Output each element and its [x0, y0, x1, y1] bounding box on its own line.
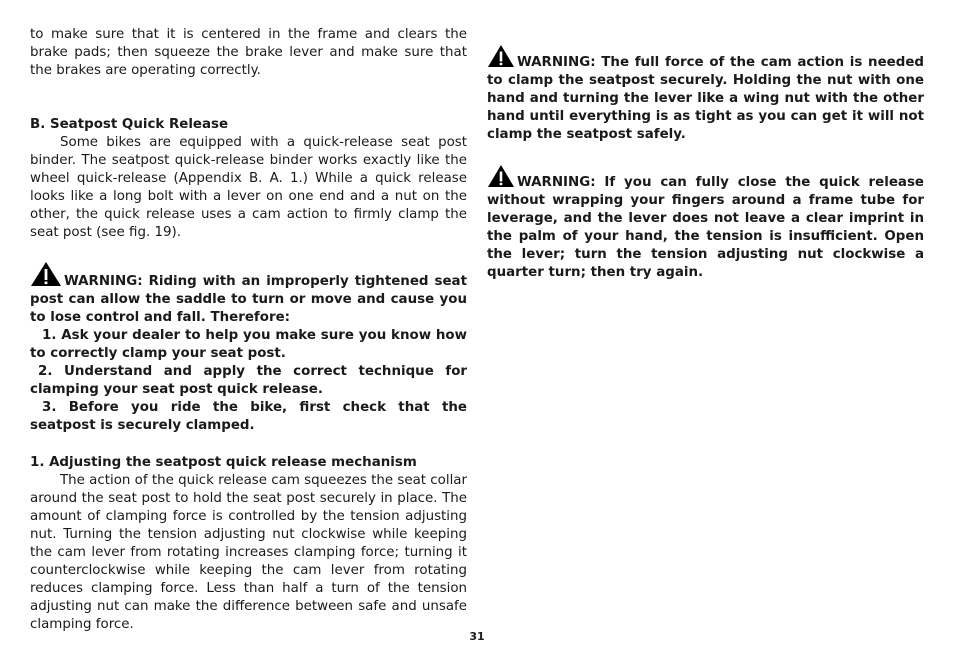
warning-3 [487, 164, 924, 282]
warning-1-item-1: 1. Ask your dealer to help you make sure you know how to correctly clamp your seat post. [30, 328, 467, 361]
warning-triangle-icon [487, 44, 515, 68]
subsection-heading: 1. Adjusting the seatpost quick release mechanism [30, 455, 417, 470]
warning-1-text: WARNING: Riding with an improperly tightened seat post can allow the saddle to turn or move and cause you to lose control and fall. Therefore: [30, 274, 467, 325]
warning-triangle-icon [30, 261, 62, 287]
warning-1-item-3: 3. Before you ride the bike, first check that the seatpost is securely clamped. [30, 400, 467, 433]
left-column [30, 26, 467, 634]
intro-paragraph: to make sure that it is centered in the frame and clears the brake pads; then squeeze the brake lever and make sure that the brakes are operating correctly. [30, 27, 467, 78]
warning-triangle-icon [487, 164, 515, 188]
warning-2-text: WARNING: The full force of the cam action is needed to clamp the seatpost securely. Holding the nut with one hand and turning the lever like a wing nut with the other hand until everything is as tight as you can get it will not clamp the seatpost safely. [487, 55, 924, 142]
right-column [487, 44, 924, 282]
warning-1 [30, 261, 467, 327]
section-b-heading: B. Seatpost Quick Release [30, 117, 229, 132]
warning-2 [487, 44, 924, 144]
section-b-body: Some bikes are equipped with a quick-release seat post binder. The seatpost quick-release binder works exactly like the wheel quick-release (Appendix B. A. 1.) While a quick release looks like a long bolt with a lever on one end and a nut on the other, the quick release uses a cam action to firmly clamp the seat post (see fig. 19). [30, 135, 467, 240]
page-number: 31 [469, 630, 485, 643]
subsection-body: The action of the quick release cam squeezes the seat collar around the seat post to hold the seat post securely in place. The amount of clamping force is controlled by the tension adjusting nut. Turning the tension adjusting nut clockwise while keeping the cam lever from rotating increases clamping force; turning it counterclockwise while keeping the cam lever from rotating reduces clamping force. Less than half a turn of the tension adjusting nut can make the difference between safe and unsafe clamping force. [30, 473, 467, 632]
warning-1-item-2: 2. Understand and apply the correct technique for clamping your seat post quick release. [30, 364, 467, 397]
warning-3-text: WARNING: If you can fully close the quick release without wrapping your fingers around a frame tube for leverage, and the lever does not leave a clear imprint in the palm of your hand, the tension is insufficient. Open the lever; turn the tension adjusting nut clockwise a quarter turn; then try again. [487, 175, 924, 280]
